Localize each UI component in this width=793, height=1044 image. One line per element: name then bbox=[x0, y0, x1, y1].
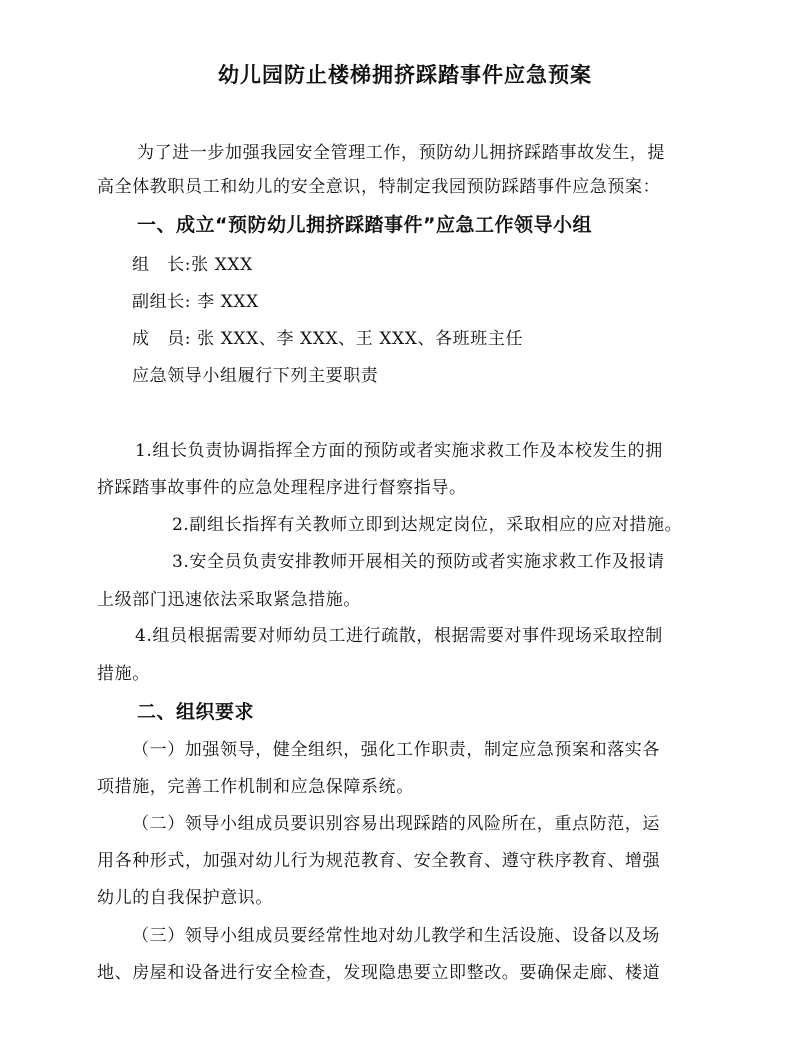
duties-intro: 应急领导小组履行下列主要职责 bbox=[132, 366, 379, 386]
members-line: 成 员: 张 XXX、李 XXX、王 XXX、各班班主任 bbox=[132, 329, 524, 349]
item-1-line-1: 1.组长负责协调指挥全方面的预防或者实施求救工作及本校发生的拥 bbox=[135, 441, 663, 461]
item-4-line-1: 4.组员根据需要对师幼员工进行疏散，根据需要对事件现场采取控制 bbox=[135, 626, 663, 646]
req-2-line-3: 幼儿的自我保护意识。 bbox=[97, 888, 273, 908]
req-3-line-1: （三）领导小组成员要经常性地对幼儿教学和生活设施、设备以及场 bbox=[132, 926, 660, 946]
item-3-line-1: 3.安全员负责安排教师开展相关的预防或者实施求救工作及报请 bbox=[172, 552, 665, 572]
item-3-line-2: 上级部门迅速依法采取紧急措施。 bbox=[97, 590, 361, 610]
item-1-line-2: 挤踩踏事故事件的应急处理程序进行督察指导。 bbox=[97, 478, 467, 498]
intro-line-2: 高全体教职员工和幼儿的安全意识，特制定我园预防踩踏事件应急预案： bbox=[97, 177, 661, 197]
req-1-line-1: （一）加强领导，健全组织，强化工作职责，制定应急预案和落实各 bbox=[132, 740, 660, 760]
section-1-heading: 一、成立“预防幼儿拥挤踩踏事件”应急工作领导小组 bbox=[137, 214, 592, 236]
req-2-line-2: 用各种形式，加强对幼儿行为规范教育、安全教育、遵守秩序教育、增强 bbox=[97, 851, 661, 871]
deputy-line: 副组长: 李 XXX bbox=[132, 292, 259, 312]
section-2-heading: 二、组织要求 bbox=[137, 701, 255, 723]
leader-line: 组 长:张 XXX bbox=[132, 255, 253, 275]
req-2-line-1: （二）领导小组成员要识别容易出现踩踏的风险所在，重点防范，运 bbox=[132, 814, 660, 834]
document-title: 幼儿园防止楼梯拥挤踩踏事件应急预案 bbox=[218, 62, 592, 87]
req-1-line-2: 项措施，完善工作机制和应急保障系统。 bbox=[97, 777, 414, 797]
item-4-line-2: 措施。 bbox=[97, 664, 150, 684]
req-3-line-2: 地、房屋和设备进行安全检查，发现隐患要立即整改。要确保走廊、楼道 bbox=[97, 963, 661, 983]
intro-line-1: 为了进一步加强我园安全管理工作，预防幼儿拥挤踩踏事故发生，提 bbox=[137, 143, 665, 163]
item-2: 2.副组长指挥有关教师立即到达规定岗位，采取相应的应对措施。 bbox=[172, 515, 683, 535]
